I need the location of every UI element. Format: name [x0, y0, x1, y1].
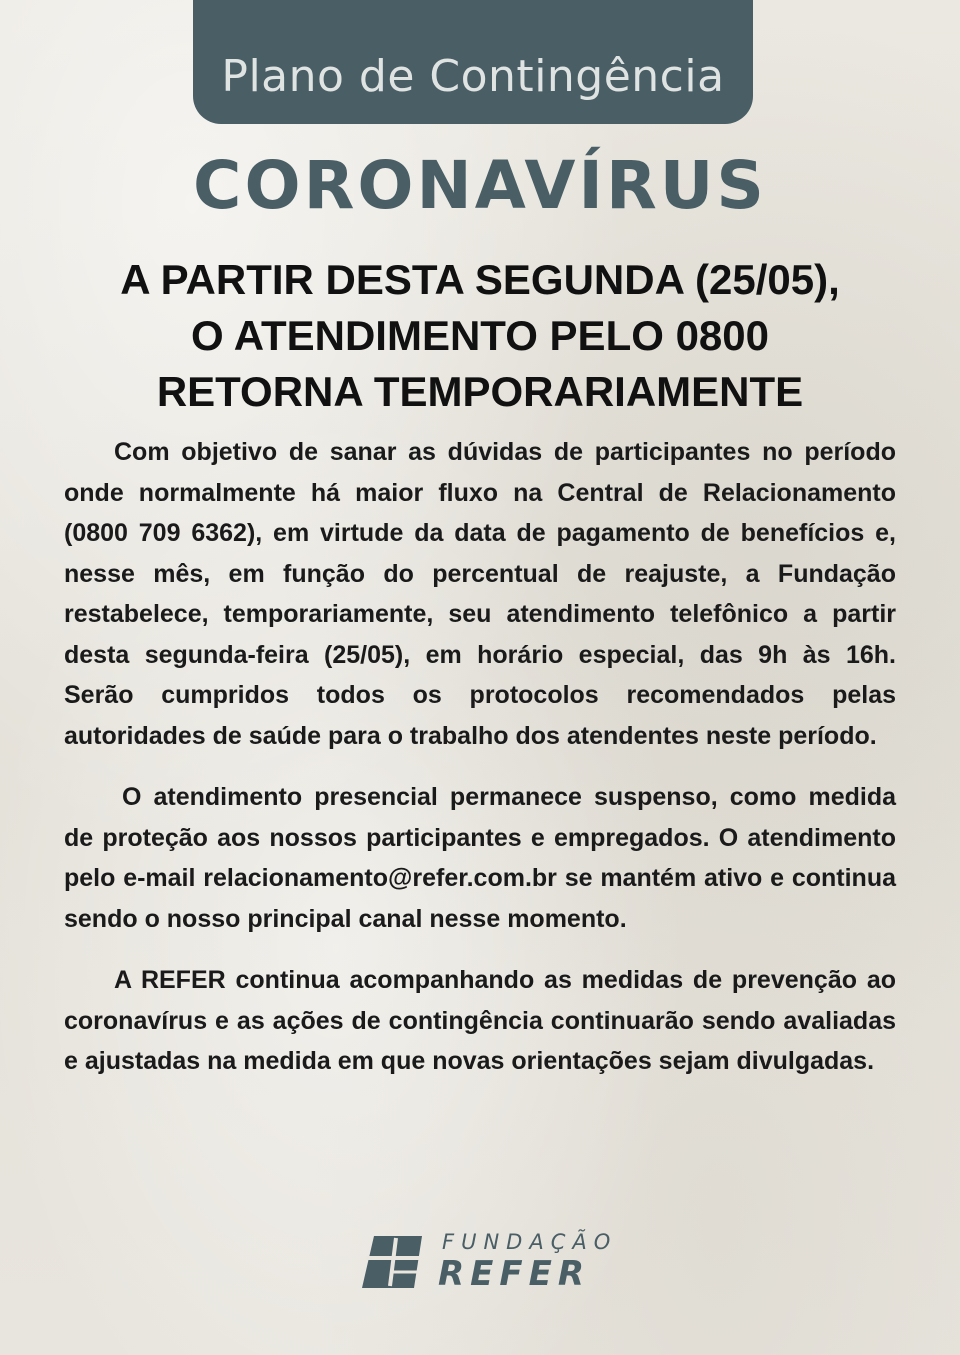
paragraph-2: O atendimento presencial permanece suspenso, como medida de proteção aos nossos participantes e empregados. O atendimento pelo e-mail relacionamento@refer.com.br se mantém ativo e continua sendo o nosso principal canal nesse momento.	[64, 783, 896, 933]
fundacao-refer-logo	[362, 1228, 618, 1294]
main-title: CORONAVÍRUS	[193, 147, 767, 224]
refer-logo-icon	[362, 1236, 422, 1288]
header-banner	[193, 0, 753, 124]
paragraph-3: A REFER continua acompanhando as medidas de prevenção ao coronavírus e as ações de contingência continuarão sendo avaliadas e ajustadas na medida em que novas orientações sejam divulgadas.	[64, 966, 896, 1075]
paragraph-1: Com objetivo de sanar as dúvidas de participantes no período onde normalmente há maior fluxo na Central de Relacionamento (0800 709 6362), em virtude da data de pagamento de benefícios e, nesse mês, em função do percentual de reajuste, a Fundação restabelece, temporariamente, seu atendimento telefônico a partir desta segunda-feira (25/05), em horário especial, das 9h às 16h. Serão cumpridos todos os protocolos recomendados pelas autoridades de saúde para o trabalho dos atendentes neste período.	[64, 438, 896, 750]
headline-line-1: A PARTIR DESTA SEGUNDA (25/05),	[120, 256, 840, 303]
headline	[0, 252, 960, 420]
headline-line-3: RETORNA TEMPORARIAMENTE	[156, 368, 804, 415]
headline-line-2: O ATENDIMENTO PELO 0800	[190, 312, 769, 359]
body-text	[64, 432, 896, 1082]
logo-text-refer: REFER	[438, 1254, 591, 1294]
logo-text-fundacao: FUNDAÇÃO	[442, 1230, 618, 1254]
header-title: Plano de Contingência	[221, 50, 725, 102]
